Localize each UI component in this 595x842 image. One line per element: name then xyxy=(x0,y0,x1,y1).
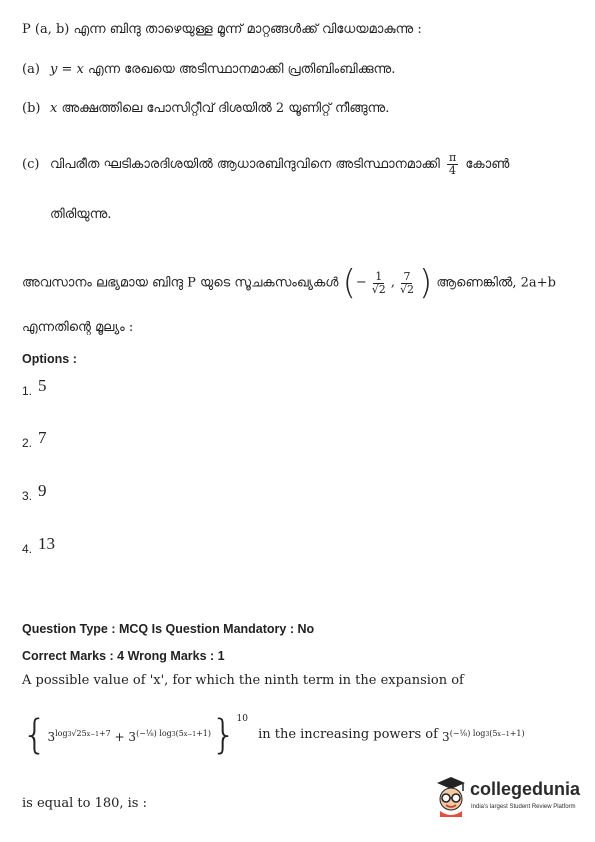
step-a-text: എന്ന രേഖയെ അടിസ്ഥാനമാക്കി പ്രതിബിംബിക്കുന്നു. xyxy=(83,62,396,77)
step-c xyxy=(22,152,509,177)
step-c-continuation: തിരിയുന്നു. xyxy=(50,207,112,222)
question-type-line: Question Type : MCQ Is Question Mandatory : No xyxy=(22,622,315,636)
logo-name: collegedunia xyxy=(470,779,581,799)
coord2-denominator: √2 xyxy=(399,282,414,296)
option-4: 4. 13 xyxy=(22,534,56,556)
option-2-value: 7 xyxy=(38,428,47,447)
step-b xyxy=(22,101,389,117)
final-text: അവസാനം ലഭ്യമായ ബിന്ദു P യുടെ സൂചകസംഖ്യകൾ xyxy=(22,275,339,291)
step-b-text: അക്ഷത്തിലെ പോസിറ്റീവ് ദിശയിൽ 2 യൂണിറ്റ് നീങ്ങുന്നു. xyxy=(57,101,390,116)
step-a-math: y = x xyxy=(50,62,84,77)
marks-line: Correct Marks : 4 Wrong Marks : 1 xyxy=(22,649,225,663)
coord1-fraction xyxy=(370,271,388,296)
coord1-denominator: √2 xyxy=(371,282,386,296)
mascot-icon xyxy=(433,773,469,817)
option-3-value: 9 xyxy=(38,481,47,500)
option-4-value: 13 xyxy=(38,534,56,553)
step-b-math: x xyxy=(50,101,58,116)
final-text2: ആണെങ്കിൽ, 2a+b xyxy=(436,275,556,291)
options-heading: Options : xyxy=(22,352,77,366)
step-a xyxy=(22,62,395,78)
option-1-value: 5 xyxy=(38,376,47,395)
coord2-fraction xyxy=(398,271,416,296)
angle-fraction xyxy=(447,152,458,177)
question2-end-text: is equal to 180, is : xyxy=(22,796,147,811)
collegedunia-logo xyxy=(433,773,583,823)
step-c-label: (c) xyxy=(22,157,40,172)
option-3: 3. 9 xyxy=(22,481,47,503)
expansion-expression: $\{3^{log3√25x-1+7} + 3^{(-\frac{1}{8}) log3(5x-1+1)}\}^{10}$ in the increasing powers of $3^{(-\frac{1}{8}) log3(5x-1+1)}$ xyxy=(22,712,525,758)
expansion-power: 10 xyxy=(236,713,248,724)
option-1: 1. 5 xyxy=(22,376,47,398)
angle-denominator: 4 xyxy=(449,164,457,177)
mid-text: in the increasing powers of xyxy=(258,727,438,742)
step-c-text: വിപരീത ഘടികാരദിശയിൽ ആധാരബിന്ദുവിനെ അടിസ്ഥാനമാക്കി xyxy=(50,157,440,172)
value-text: എന്നതിന്റെ മൂല്യം : xyxy=(22,320,134,335)
step-a-label: (a) xyxy=(22,62,40,77)
angle-numerator: π xyxy=(448,151,457,164)
logo-tagline: India's largest Student Review Platform xyxy=(471,804,576,810)
step-b-label: (b) xyxy=(22,101,41,116)
coord1-numerator: 1 xyxy=(375,269,383,283)
question-intro: P (a, b) എന്ന ബിന്ദു താഴെയുള്ള മൂന്ന് മാറ്റങ്ങൾക്ക് വിധേയമാകുന്നു : xyxy=(22,22,422,37)
step-c-text2: കോൺ xyxy=(465,157,510,172)
question2-text: A possible value of 'x', for which the ninth term in the expansion of xyxy=(22,673,464,688)
coord2-numerator: 7 xyxy=(403,269,411,283)
option-2: 2. 7 xyxy=(22,428,47,450)
final-statement: അവസാനം ലഭ്യമായ ബിന്ദു P യുടെ സൂചകസംഖ്യകൾ (− $\frac{1}{√2}$ , $\frac{7}{√2}$ ) ആണെങ്കിൽ, 2a+b xyxy=(22,263,556,303)
